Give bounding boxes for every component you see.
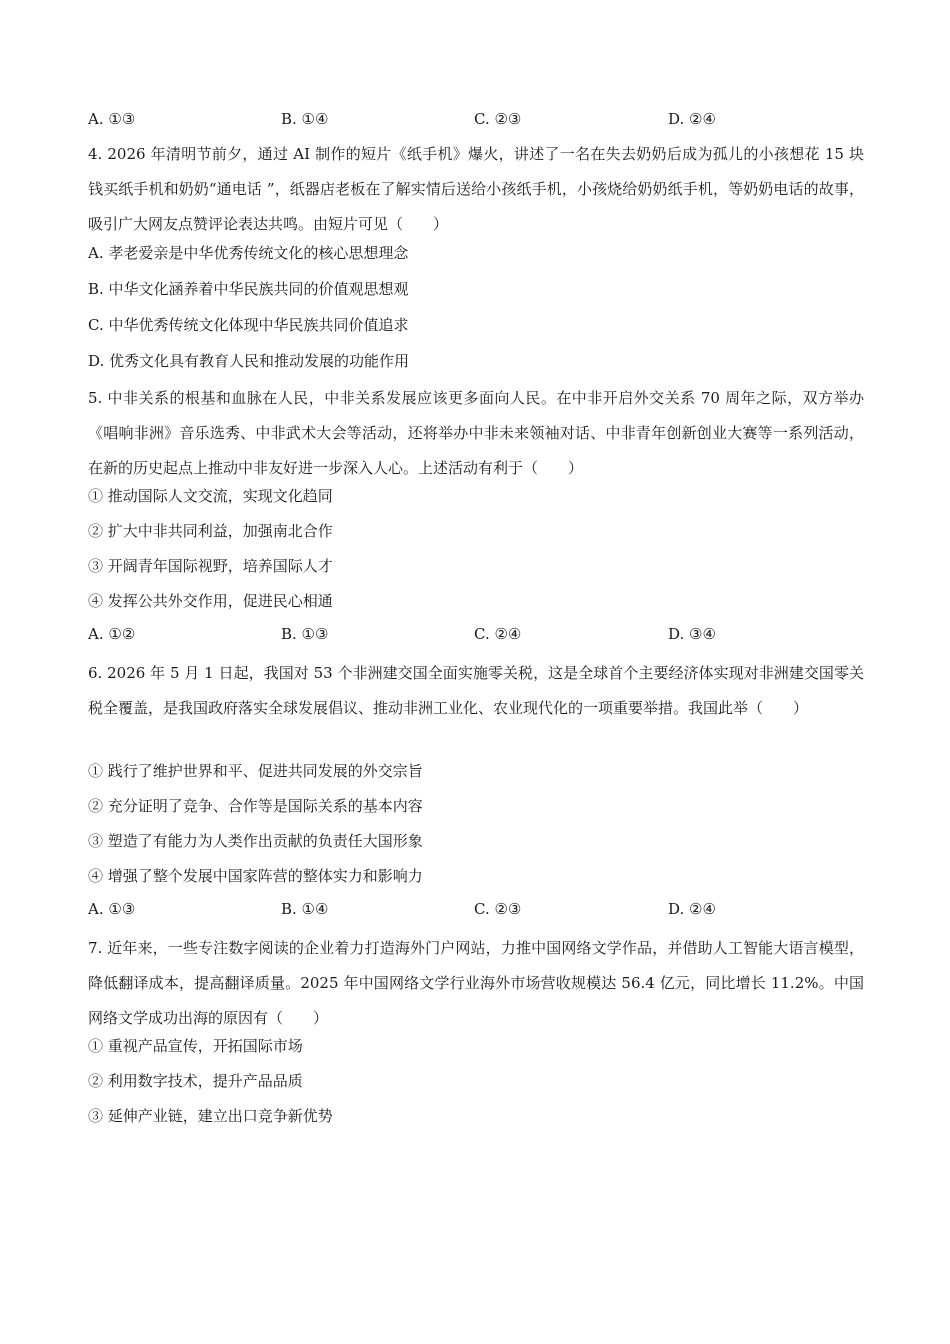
q4-choice-d[interactable]: D. 优秀文化具有教育人民和推动发展的功能作用 — [88, 352, 410, 370]
q5-option-d[interactable]: D. ③④ — [668, 625, 716, 643]
q5-option-c[interactable]: C. ②④ — [474, 625, 522, 643]
q4-stem: 4. 2026 年清明节前夕，通过 AI 制作的短片《纸手机》爆火，讲述了一名在失去奶奶后成为孤儿的小孩想花 15 块钱买纸手机和奶奶“通电话 ”，纸器店老板在了解实情后送给小孩纸手机，小孩烧给奶奶纸手机，等奶奶电话的故事，吸引广大网友点赞评论表达共鸣。由短片可见（ ） — [88, 145, 864, 233]
q5-options — [88, 625, 888, 647]
q6-statement-4: ④ 增强了整个发展中国家阵营的整体实力和影响力 — [88, 867, 423, 885]
q5-statement-4: ④ 发挥公共外交作用，促进民心相通 — [88, 592, 333, 610]
q5-option-b[interactable]: B. ①③ — [281, 625, 329, 643]
q5-stem: 5. 中非关系的根基和血脉在人民，中非关系发展应该更多面向人民。在中非开启外交关系 70 周年之际，双方举办《唱响非洲》音乐选秀、中非武术大会等活动，还将举办中非未来领袖对话、中非青年创新创业大赛等一系列活动，在新的历史起点上推动中非友好进一步深入人心。上述活动有利于（ ） — [88, 389, 864, 477]
q3-option-b[interactable]: B. ①④ — [281, 110, 329, 128]
q6-stem: 6. 2026 年 5 月 1 日起，我国对 53 个非洲建交国全面实施零关税，这是全球首个主要经济体实现对非洲建交国零关税全覆盖，是我国政府落实全球发展倡议、推动非洲工业化、农业现代化的一项重要举措。我国此举（ ） — [88, 664, 864, 717]
q5-statement-3: ③ 开阔青年国际视野，培养国际人才 — [88, 557, 333, 575]
q6-option-a[interactable]: A. ①③ — [88, 900, 136, 918]
q6-options — [88, 900, 888, 922]
q5-statement-1: ① 推动国际人文交流，实现文化趋同 — [88, 487, 333, 505]
q4-choice-c[interactable]: C. 中华优秀传统文化体现中华民族共同价值追求 — [88, 316, 409, 334]
q6-option-d[interactable]: D. ②④ — [668, 900, 716, 918]
q3-option-d[interactable]: D. ②④ — [668, 110, 716, 128]
q3-options — [88, 110, 888, 132]
q3-option-a[interactable]: A. ①③ — [88, 110, 136, 128]
q7-stem: 7. 近年来，一些专注数字阅读的企业着力打造海外门户网站，力推中国网络文学作品，并借助人工智能大语言模型，降低翻译成本，提高翻译质量。2025 年中国网络文学行业海外市场营收规模达 56.4 亿元，同比增长 11.2%。中国网络文学成功出海的原因有（ ） — [88, 939, 864, 1027]
q6-statement-3: ③ 塑造了有能力为人类作出贡献的负责任大国形象 — [88, 832, 423, 850]
q5-statement-2: ② 扩大中非共同利益，加强南北合作 — [88, 522, 333, 540]
q4-choice-a[interactable]: A. 孝老爱亲是中华优秀传统文化的核心思想理念 — [88, 244, 409, 262]
q6-option-b[interactable]: B. ①④ — [281, 900, 329, 918]
q7-statement-1: ① 重视产品宣传，开拓国际市场 — [88, 1037, 303, 1055]
q7-statement-3: ③ 延伸产业链，建立出口竞争新优势 — [88, 1107, 333, 1125]
q6-statement-1: ① 践行了维护世界和平、促进共同发展的外交宗旨 — [88, 762, 423, 780]
q7-statement-2: ② 利用数字技术，提升产品品质 — [88, 1072, 303, 1090]
q6-option-c[interactable]: C. ②③ — [474, 900, 522, 918]
q4-choice-b[interactable]: B. 中华文化涵养着中华民族共同的价值观思想观 — [88, 280, 409, 298]
q3-option-c[interactable]: C. ②③ — [474, 110, 522, 128]
q5-option-a[interactable]: A. ①② — [88, 625, 136, 643]
q6-statement-2: ② 充分证明了竞争、合作等是国际关系的基本内容 — [88, 797, 423, 815]
